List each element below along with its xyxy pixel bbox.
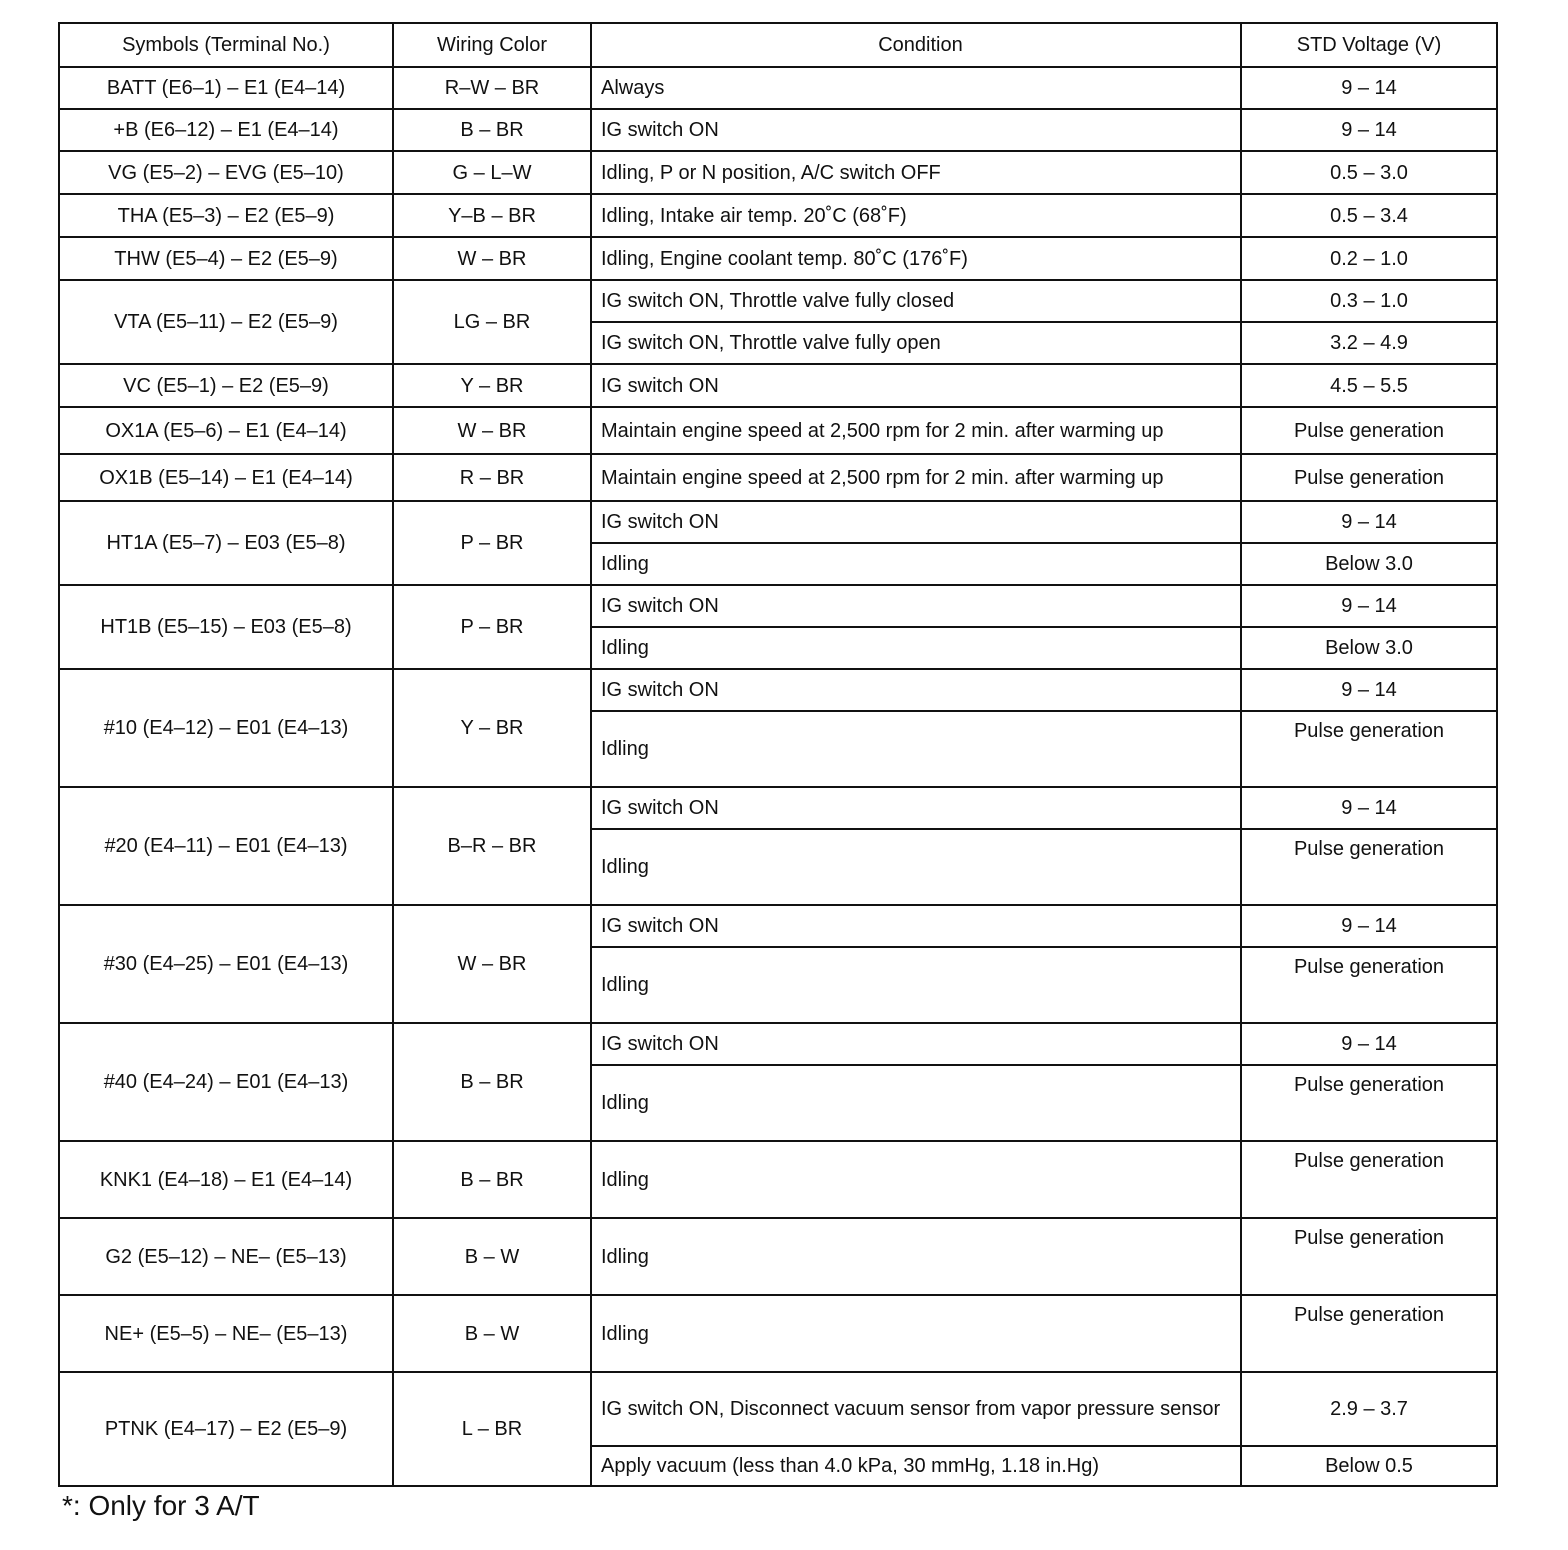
condition-cell: IG switch ON [591,905,1241,947]
table-row [59,407,1497,454]
table-row [59,109,1497,151]
voltage-cell: 0.5 – 3.4 [1241,194,1497,237]
voltage-cell: Pulse generation [1241,1141,1497,1218]
symbol-cell: PTNK (E4–17) – E2 (E5–9) [59,1372,393,1486]
voltage-cell: Below 3.0 [1241,543,1497,585]
condition-cell: Idling, Intake air temp. 20˚C (68˚F) [591,194,1241,237]
voltage-cell: 3.2 – 4.9 [1241,322,1497,364]
condition-cell: IG switch ON [591,1023,1241,1065]
table-row [59,1372,1497,1446]
voltage-cell: 9 – 14 [1241,669,1497,711]
condition-cell: IG switch ON [591,109,1241,151]
symbol-cell: NE+ (E5–5) – NE– (E5–13) [59,1295,393,1372]
condition-cell: Idling [591,1218,1241,1295]
voltage-cell: Pulse generation [1241,454,1497,501]
condition-cell: Apply vacuum (less than 4.0 kPa, 30 mmHg, 1.18 in.Hg) [591,1446,1241,1486]
voltage-cell: Pulse generation [1241,407,1497,454]
wiring-cell: B – BR [393,109,591,151]
voltage-cell: Below 0.5 [1241,1446,1497,1486]
wiring-cell: Y – BR [393,364,591,407]
table-row [59,1295,1497,1372]
symbol-cell: BATT (E6–1) – E1 (E4–14) [59,67,393,109]
symbol-cell: OX1B (E5–14) – E1 (E4–14) [59,454,393,501]
condition-cell: IG switch ON [591,787,1241,829]
condition-cell: Maintain engine speed at 2,500 rpm for 2 min. after warming up [591,407,1241,454]
header-symbols: Symbols (Terminal No.) [59,23,393,67]
condition-cell: Idling [591,543,1241,585]
voltage-cell: 0.2 – 1.0 [1241,237,1497,280]
symbol-cell: HT1A (E5–7) – E03 (E5–8) [59,501,393,585]
table-row [59,905,1497,947]
voltage-cell: 2.9 – 3.7 [1241,1372,1497,1446]
voltage-cell: 0.3 – 1.0 [1241,280,1497,322]
condition-cell: Idling [591,1295,1241,1372]
wiring-cell: P – BR [393,501,591,585]
symbol-cell: +B (E6–12) – E1 (E4–14) [59,109,393,151]
condition-cell: Always [591,67,1241,109]
wiring-cell: Y–B – BR [393,194,591,237]
wiring-cell: W – BR [393,237,591,280]
symbol-cell: VC (E5–1) – E2 (E5–9) [59,364,393,407]
symbol-cell: THA (E5–3) – E2 (E5–9) [59,194,393,237]
voltage-cell: 0.5 – 3.0 [1241,151,1497,194]
symbol-cell: HT1B (E5–15) – E03 (E5–8) [59,585,393,669]
voltage-cell: 4.5 – 5.5 [1241,364,1497,407]
wiring-cell: B – W [393,1295,591,1372]
table-row [59,151,1497,194]
condition-cell: IG switch ON, Throttle valve fully closed [591,280,1241,322]
wiring-cell: B – BR [393,1023,591,1141]
wiring-cell: Y – BR [393,669,591,787]
symbol-cell: #30 (E4–25) – E01 (E4–13) [59,905,393,1023]
condition-cell: Idling [591,627,1241,669]
condition-cell: IG switch ON, Throttle valve fully open [591,322,1241,364]
table-row [59,364,1497,407]
condition-cell: Idling [591,829,1241,905]
condition-cell: IG switch ON, Disconnect vacuum sensor from vapor pressure sensor [591,1372,1241,1446]
condition-cell: IG switch ON [591,501,1241,543]
table-row [59,501,1497,543]
wiring-cell: B – BR [393,1141,591,1218]
table-row [59,585,1497,627]
voltage-cell: 9 – 14 [1241,787,1497,829]
wiring-cell: LG – BR [393,280,591,364]
condition-cell: Idling [591,947,1241,1023]
voltage-cell: Pulse generation [1241,1065,1497,1141]
table-row [59,787,1497,829]
table-row [59,1141,1497,1218]
voltage-cell: 9 – 14 [1241,501,1497,543]
header-condition: Condition [591,23,1241,67]
table-row [59,1218,1497,1295]
symbol-cell: #10 (E4–12) – E01 (E4–13) [59,669,393,787]
voltage-cell: 9 – 14 [1241,905,1497,947]
condition-cell: Idling [591,711,1241,787]
table-row [59,237,1497,280]
wiring-cell: P – BR [393,585,591,669]
voltage-cell: Pulse generation [1241,947,1497,1023]
condition-cell: Idling [591,1065,1241,1141]
symbol-cell: OX1A (E5–6) – E1 (E4–14) [59,407,393,454]
wiring-cell: G – L–W [393,151,591,194]
symbol-cell: VTA (E5–11) – E2 (E5–9) [59,280,393,364]
voltage-cell: Pulse generation [1241,711,1497,787]
voltage-cell: Pulse generation [1241,829,1497,905]
symbol-cell: KNK1 (E4–18) – E1 (E4–14) [59,1141,393,1218]
header-wiring-color: Wiring Color [393,23,591,67]
symbol-cell: VG (E5–2) – EVG (E5–10) [59,151,393,194]
condition-cell: IG switch ON [591,585,1241,627]
condition-cell: Idling, Engine coolant temp. 80˚C (176˚F) [591,237,1241,280]
voltage-cell: Pulse generation [1241,1295,1497,1372]
table-row [59,454,1497,501]
wiring-cell: B–R – BR [393,787,591,905]
wiring-cell: R–W – BR [393,67,591,109]
condition-cell: Maintain engine speed at 2,500 rpm for 2 min. after warming up [591,454,1241,501]
voltage-cell: 9 – 14 [1241,109,1497,151]
wiring-cell: R – BR [393,454,591,501]
wiring-cell: L – BR [393,1372,591,1486]
voltage-cell: Below 3.0 [1241,627,1497,669]
voltage-cell: 9 – 14 [1241,67,1497,109]
table-header-row [59,23,1497,67]
table-row [59,669,1497,711]
wiring-cell: W – BR [393,905,591,1023]
wiring-cell: W – BR [393,407,591,454]
table-row [59,194,1497,237]
footnote: *: Only for 3 A/T [62,1490,260,1521]
voltage-cell: 9 – 14 [1241,585,1497,627]
symbol-cell: #20 (E4–11) – E01 (E4–13) [59,787,393,905]
terminal-voltage-table [58,22,1498,1487]
voltage-cell: 9 – 14 [1241,1023,1497,1065]
condition-cell: IG switch ON [591,364,1241,407]
symbol-cell: #40 (E4–24) – E01 (E4–13) [59,1023,393,1141]
wiring-cell: B – W [393,1218,591,1295]
table-row [59,280,1497,322]
condition-cell: Idling, P or N position, A/C switch OFF [591,151,1241,194]
table-row [59,1023,1497,1065]
header-std-voltage: STD Voltage (V) [1241,23,1497,67]
table-row [59,67,1497,109]
symbol-cell: THW (E5–4) – E2 (E5–9) [59,237,393,280]
voltage-cell: Pulse generation [1241,1218,1497,1295]
condition-cell: Idling [591,1141,1241,1218]
condition-cell: IG switch ON [591,669,1241,711]
symbol-cell: G2 (E5–12) – NE– (E5–13) [59,1218,393,1295]
